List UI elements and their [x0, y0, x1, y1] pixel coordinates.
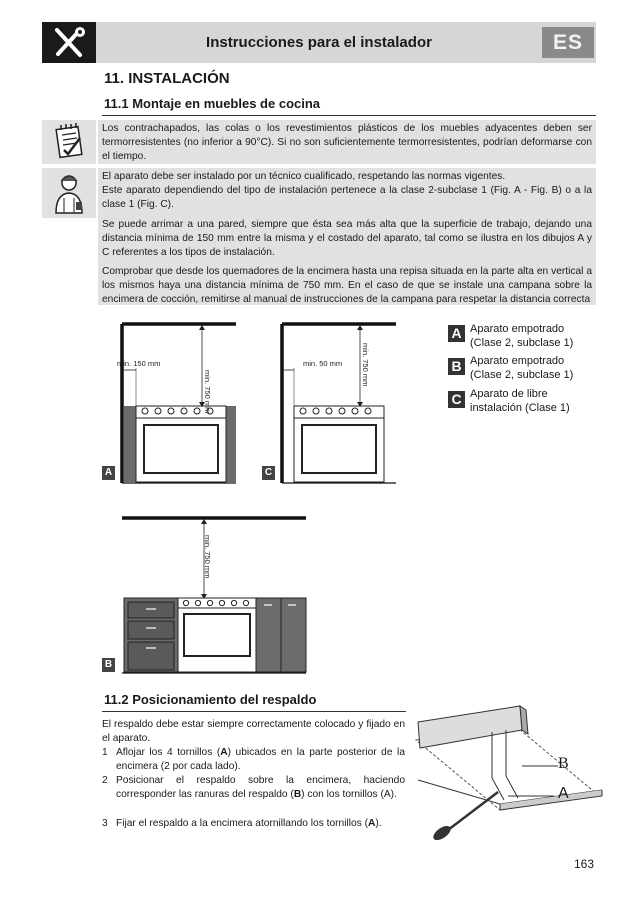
- figure-c-diagram: [258, 320, 398, 485]
- dimension-label: min. 750 mm: [361, 343, 370, 387]
- figure-callout-a: A: [558, 785, 569, 802]
- dimension-label: min. 150 mm: [117, 359, 161, 368]
- dimension-label: min. 750 mm: [203, 535, 212, 579]
- warning-note: Los contrachapados, las colas o los revestimientos plásticos de los muebles adyacentes deben ser termorresistentes (no inferior a 90°C). Si no son suficientemente termorresistentes, podrían deformarse con el tiempo.: [98, 120, 596, 164]
- legend-item: Aparato de libre instalación (Clase 1): [470, 388, 570, 414]
- list-item: 2 Posicionar el respaldo sobre la encimera, haciendo corresponder las ranuras del respaldo (B) con los tornillos (A).: [102, 775, 405, 801]
- technician-icon: [42, 168, 96, 218]
- intro-paragraph: El respaldo debe estar siempre correctamente colocado y fijado en el aparato.: [102, 719, 405, 745]
- subsection-title: 11.1 Montaje en muebles de cocina: [104, 96, 321, 111]
- dimension-label: min. 750 mm: [203, 370, 212, 414]
- note-paragraph: Este aparato dependiendo del tipo de instalación pertenece a la clase 2-subclase 1 (Fig. A - Fig. B) o a la clase 1 (Fig. C).: [102, 185, 592, 211]
- note-paragraph: El aparato debe ser instalado por un técnico cualificado, respetando las normas vigentes.: [102, 171, 506, 182]
- legend-badge: A: [448, 325, 465, 342]
- divider: [102, 115, 596, 116]
- figure-a-diagram: [100, 320, 240, 485]
- divider: [102, 711, 406, 712]
- dimension-label: min. 50 mm: [303, 359, 343, 368]
- note-paragraph: Se puede arrimar a una pared, siempre que ésta sea más alta que la superficie de trabajo, dejando una distancia mínima de 150 mm entre la misma y el costado del aparato, tal como se ilustra en los dibujos A y C referentes a los tipos de instalación.: [102, 219, 592, 259]
- backsplash-diagram: [408, 700, 608, 845]
- language-badge: ES: [542, 27, 594, 58]
- subsection-title: 11.2 Posicionamiento del respaldo: [104, 692, 317, 707]
- note-paragraph: Comprobar que desde los quemadores de la encimera hasta una repisa situada en la parte alta en vertical a los mismos haya una distancia mínima de 750 mm. En el caso de que se instale una campana sobre la encimera de cocción, remitirse al manual de instrucciones de la campana para respetar la distancia correcta: [102, 266, 592, 306]
- figure-callout-b: B: [558, 755, 569, 772]
- figure-label-a: A: [102, 466, 115, 480]
- legend-badge: C: [448, 391, 465, 408]
- figure-label-c: C: [262, 466, 275, 480]
- list-item: 3 Fijar el respaldo a la encimera atornillando los tornillos (A).: [102, 818, 382, 829]
- list-item: 1 Aflojar los 4 tornillos (A) ubicados en la parte posterior de la encimera (2 por cada lado).: [102, 747, 405, 773]
- legend-item: Aparato empotrado (Clase 2, subclase 1): [470, 323, 574, 349]
- wrench-screwdriver-icon: [42, 22, 96, 63]
- header-title: Instrucciones para el instalador: [206, 34, 432, 51]
- notepad-icon: [42, 120, 96, 164]
- section-title: 11. INSTALACIÓN: [104, 70, 230, 87]
- legend-badge: B: [448, 358, 465, 375]
- legend-item: Aparato empotrado (Clase 2, subclase 1): [470, 355, 574, 381]
- figure-label-b: B: [102, 658, 115, 672]
- page-number: 163: [573, 857, 594, 871]
